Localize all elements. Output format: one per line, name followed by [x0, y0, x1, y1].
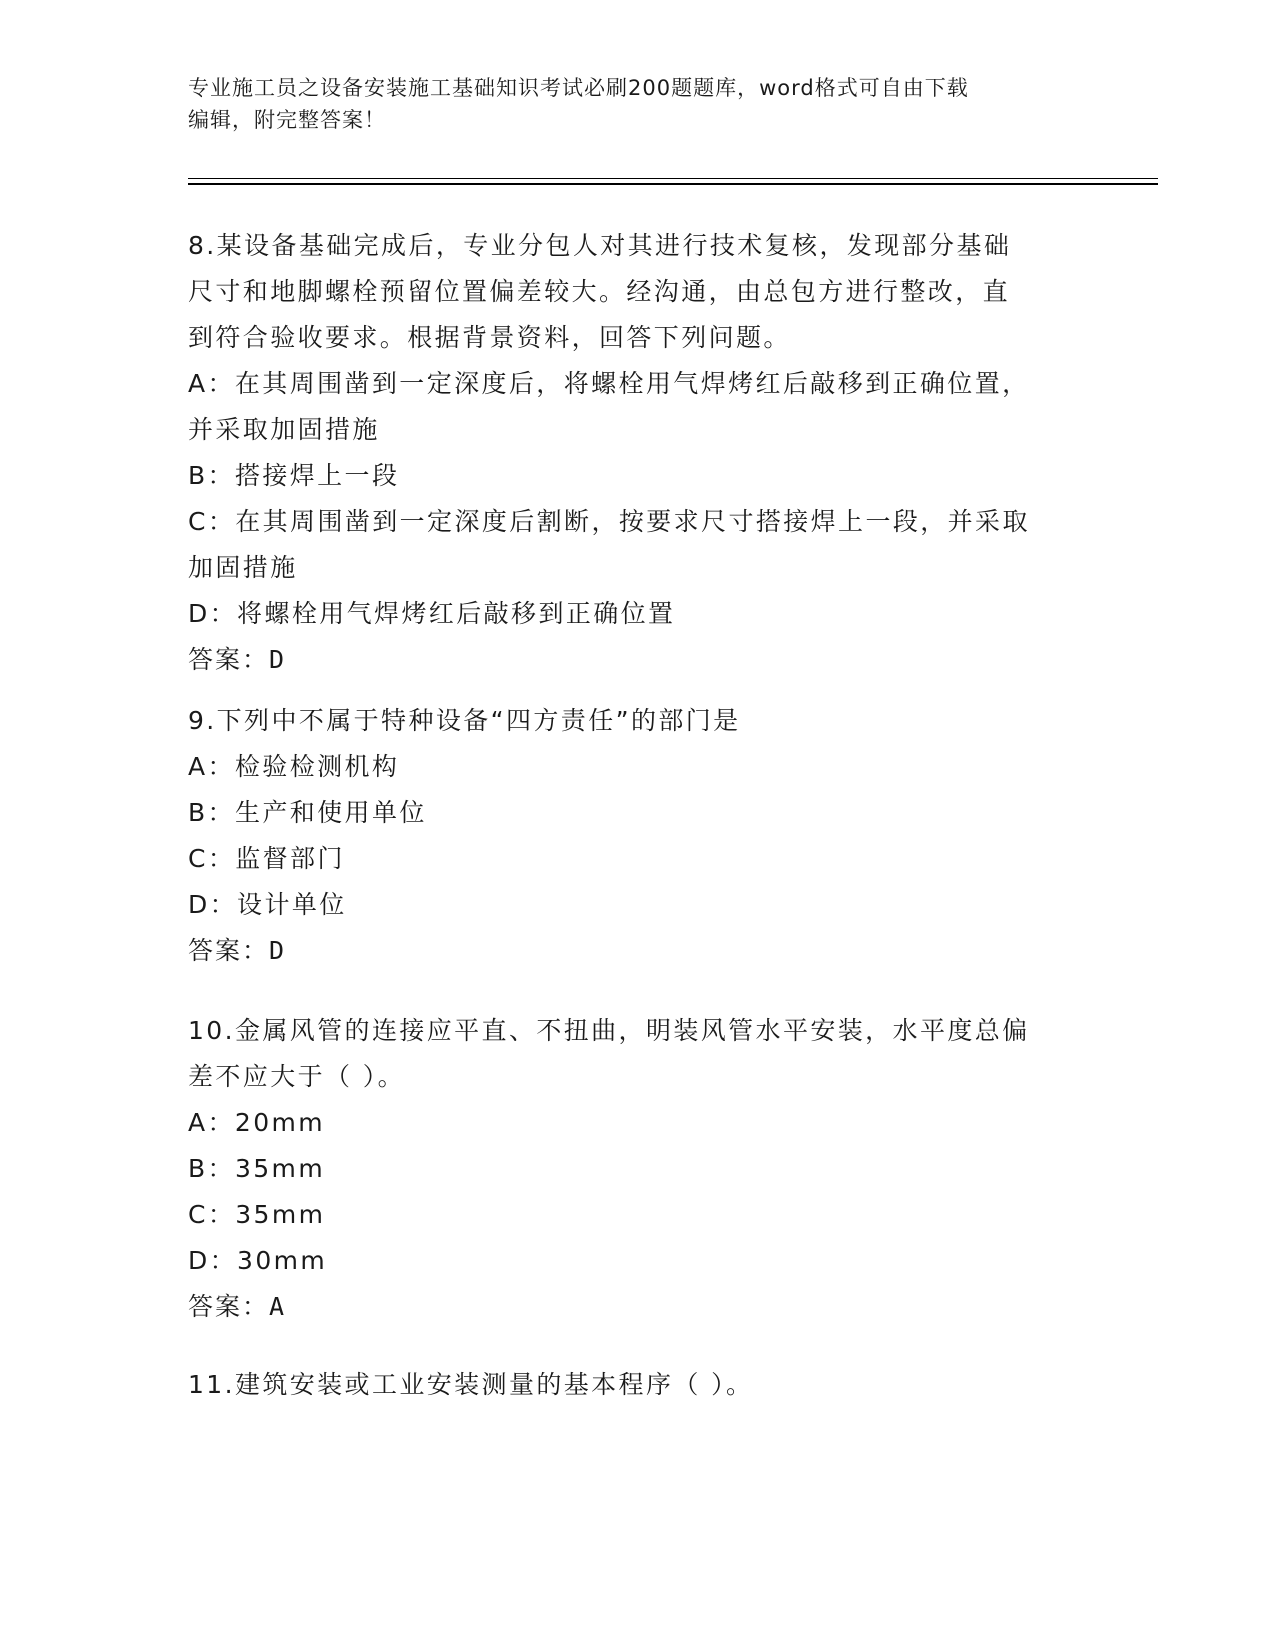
answer-label: 答案：: [188, 645, 270, 674]
header-divider-thick: [188, 183, 1158, 185]
option-a-line-2: 并采取加固措施: [188, 415, 380, 444]
stem-line: 10.金属风管的连接应平直、不扭曲，明装风管水平安装，水平度总偏: [188, 1016, 1030, 1045]
option-c: C：35mm: [188, 1200, 326, 1229]
option-d: D：设计单位: [188, 890, 347, 919]
header-line-2: 编辑，附完整答案！: [188, 108, 386, 132]
stem-line: 到符合验收要求。根据背景资料，回答下列问题。: [188, 323, 791, 352]
header-divider-thin: [188, 178, 1158, 179]
document-header: [188, 72, 1068, 136]
question-stem: [188, 698, 1068, 744]
stem-line: 尺寸和地脚螺栓预留位置偏差较大。经沟通，由总包方进行整改，直: [188, 277, 1011, 306]
answer-label: 答案：: [188, 936, 270, 965]
stem-line: 11.建筑安装或工业安装测量的基本程序（ ）。: [188, 1370, 754, 1399]
stem-line: 差不应大于（ ）。: [188, 1062, 406, 1091]
option-a-line-1: A：在其周围凿到一定深度后，将螺栓用气焊烤红后敲移到正确位置，: [188, 369, 1030, 398]
option-c-line-1: C：在其周围凿到一定深度后割断，按要求尺寸搭接焊上一段，并采取: [188, 507, 1030, 536]
stem-line: 9.下列中不属于特种设备“四方责任”的部门是: [188, 706, 741, 735]
answer-line: [188, 1284, 1068, 1330]
option-a: A：20mm: [188, 1108, 326, 1137]
answer-value: A: [269, 1292, 286, 1321]
option-c-line-2: 加固措施: [188, 553, 298, 582]
option-b: B：35mm: [188, 1154, 326, 1183]
question-11: [188, 1362, 1068, 1408]
option-b: B：生产和使用单位: [188, 798, 427, 827]
answer-line: [188, 637, 1068, 683]
stem-line: 8.某设备基础完成后，专业分包人对其进行技术复核，发现部分基础: [188, 231, 1012, 260]
answer-value: D: [269, 645, 286, 674]
question-stem: [188, 1362, 1068, 1408]
question-10: [188, 1008, 1068, 1330]
question-stem: [188, 1008, 1068, 1100]
option-b: B：搭接焊上一段: [188, 461, 400, 490]
option-a: A：检验检测机构: [188, 752, 400, 781]
answer-label: 答案：: [188, 1292, 270, 1321]
answer-value: D: [269, 936, 286, 965]
question-9: [188, 698, 1068, 974]
option-d: D：30mm: [188, 1246, 328, 1275]
answer-line: [188, 928, 1068, 974]
option-d: D：将螺栓用气焊烤红后敲移到正确位置: [188, 599, 676, 628]
question-stem: [188, 223, 1068, 361]
header-line-1: 专业施工员之设备安装施工基础知识考试必刷200题题库，word格式可自由下载: [188, 76, 969, 100]
question-8: [188, 223, 1068, 683]
option-c: C：监督部门: [188, 844, 345, 873]
